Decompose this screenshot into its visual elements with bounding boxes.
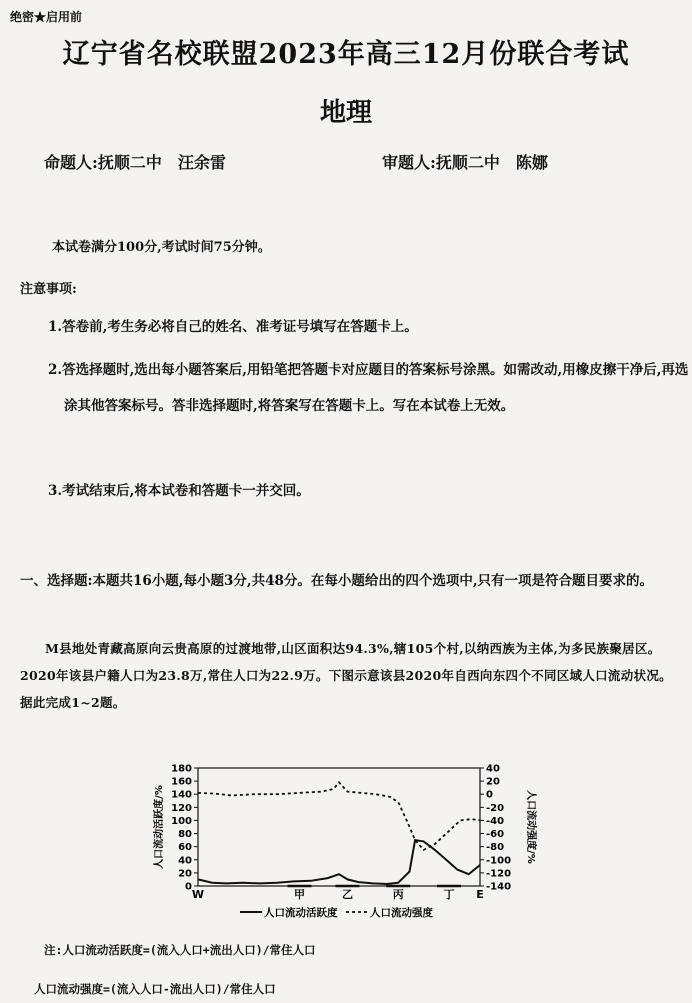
population-flow-chart — [150, 758, 550, 928]
confidential-mark: 绝密★启用前 — [10, 10, 83, 24]
section-heading: 一、选择题:本题共16小题,每小题3分,共48分。在每小题给出的四个选项中,只有一项是符合题目要求的。 — [20, 573, 654, 589]
plot-frame — [198, 768, 480, 886]
left-tick-label: 120 — [171, 802, 192, 814]
left-axis-label: 人口流动活跃度/% — [154, 785, 165, 869]
formula-intensity: 人口流动强度=(流入人口-流出人口)/常住人口 — [34, 982, 276, 996]
right-tick-label: 20 — [486, 776, 500, 788]
right-tick-label: -40 — [486, 815, 505, 827]
right-tick-label: 40 — [486, 763, 500, 775]
left-tick-label: 160 — [171, 776, 192, 788]
note-item: 1.答卷前,考生务必将自己的姓名、准考证号填写在答题卡上。 — [48, 319, 418, 335]
left-tick-label: 60 — [178, 842, 192, 854]
x-tick-label: E — [476, 888, 484, 901]
right-tick-label: -80 — [486, 842, 505, 854]
right-tick-label: -60 — [486, 829, 505, 841]
legend-dashed-label: 人口流动强度 — [370, 907, 433, 919]
left-tick-label: 40 — [178, 855, 192, 867]
formula-activity: 注:人口流动活跃度=(流入人口+流出人口)/常住人口 — [44, 943, 316, 957]
legend-solid-label: 人口流动活跃度 — [264, 907, 338, 919]
left-tick-label: 20 — [178, 868, 192, 880]
left-tick-label: 80 — [178, 829, 192, 841]
question-stem: M县地处青藏高原向云贵高原的过渡地带,山区面积达94.3%,辖105个村,以纳西族为主体,为多民族聚居区。2020年该县户籍人口为23.8万,常住人口为22.9万。下图示意该县2020年自西向东四个不同区域人口流动状况。据此完成1~2题。 — [20, 641, 672, 710]
note-item: 2.答选择题时,选出每小题答案后,用铅笔把答题卡对应题目的答案标号涂黑。如需改动,用橡皮擦干净后,再选涂其他答案标号。答非选择题时,将答案写在答题卡上。写在本试卷上无效。 — [48, 362, 689, 414]
x-tick-label: 乙 — [341, 888, 353, 901]
exam-title: 辽宁省名校联盟2023年高三12月份联合考试 — [62, 39, 630, 70]
left-tick-label: 100 — [171, 815, 192, 827]
right-tick-label: -20 — [486, 802, 505, 814]
right-tick-label: -140 — [486, 881, 512, 893]
x-tick-label: 甲 — [294, 888, 306, 901]
reviewer-line: 审题人:抚顺二中 陈娜 — [382, 153, 548, 172]
x-tick-label: W — [191, 888, 205, 901]
exam-meta: 本试卷满分100分,考试时间75分钟。 — [52, 240, 271, 255]
series-intensity-line — [198, 782, 480, 850]
note-item: 3.考试结束后,将本试卷和答题卡一并交回。 — [48, 483, 310, 499]
series-activity-line — [198, 840, 480, 884]
right-axis-label: 人口流动强度/% — [525, 790, 536, 864]
left-tick-label: 140 — [171, 789, 192, 801]
x-tick-label: 丙 — [392, 888, 404, 901]
left-tick-label: 180 — [171, 763, 192, 775]
left-tick-label: 0 — [185, 881, 192, 893]
notes-heading: 注意事项: — [20, 282, 77, 297]
right-tick-label: 0 — [486, 789, 493, 801]
subject-title: 地理 — [319, 98, 372, 128]
setter-line: 命题人:抚顺二中 汪余雷 — [44, 153, 226, 172]
right-tick-label: -100 — [486, 855, 512, 867]
right-tick-label: -120 — [486, 868, 512, 880]
x-tick-label: 丁 — [443, 888, 455, 901]
